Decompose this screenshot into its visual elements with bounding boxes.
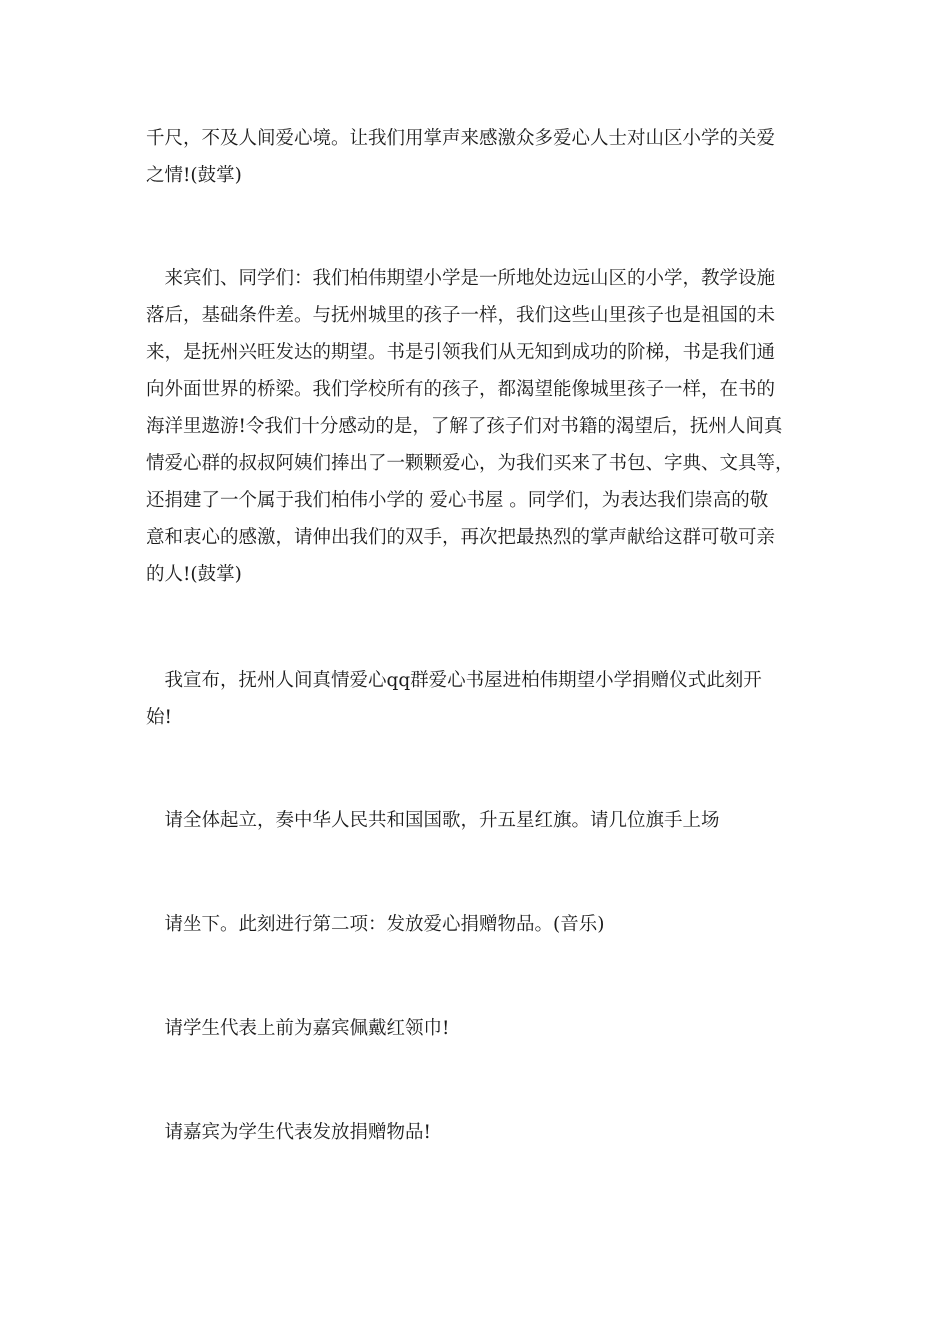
paragraph-second-item [146, 906, 806, 943]
text-line: 的人!(鼓掌) [146, 564, 242, 585]
text-line: 我宣布，抚州人间真情爱心qq群爱心书屋进柏伟期望小学捐赠仪式此刻开 [146, 670, 762, 691]
text-line: 落后，基础条件差。与抚州城里的孩子一样，我们这些山里孩子也是祖国的未 [146, 305, 776, 326]
text-line: 向外面世界的桥梁。我们学校所有的孩子，都渴望能像城里孩子一样，在书的 [146, 379, 776, 400]
text-line: 请学生代表上前为嘉宾佩戴红领巾! [146, 1018, 450, 1039]
text-line: 千尺，不及人间爱心境。让我们用掌声来感激众多爱心人士对山区小学的关爱 [146, 128, 776, 149]
paragraph-student-speech [146, 260, 806, 593]
text-line: 情爱心群的叔叔阿姨们捧出了一颗颗爱心，为我们买来了书包、字典、文具等， [146, 453, 794, 474]
text-line: 还捐建了一个属于我们柏伟小学的 爱心书屋 。同学们，为表达我们崇高的敬 [146, 490, 769, 511]
paragraph-red-scarf [146, 1010, 806, 1047]
paragraph-donation-distribution [146, 1114, 806, 1151]
text-line: 之情!(鼓掌) [146, 165, 242, 186]
text-line: 请全体起立，奏中华人民共和国国歌，升五星红旗。请几位旗手上场 [146, 810, 720, 831]
text-line: 请坐下。此刻进行第二项：发放爱心捐赠物品。(音乐) [146, 914, 605, 935]
text-line: 来宾们、同学们：我们柏伟期望小学是一所地处边远山区的小学，教学设施 [146, 268, 776, 289]
text-line: 意和衷心的感激，请伸出我们的双手，再次把最热烈的掌声献给这群可敬可亲 [146, 527, 776, 548]
text-line: 海洋里遨游!令我们十分感动的是，了解了孩子们对书籍的渴望后，抚州人间真 [146, 416, 783, 437]
text-line: 来，是抚州兴旺发达的期望。书是引领我们从无知到成功的阶梯，书是我们通 [146, 342, 776, 363]
text-line: 请嘉宾为学生代表发放捐赠物品! [146, 1122, 431, 1143]
text-line: 始! [146, 707, 172, 728]
paragraph-closing-remarks [146, 120, 806, 194]
paragraph-national-anthem [146, 802, 806, 839]
paragraph-ceremony-announcement [146, 662, 806, 736]
